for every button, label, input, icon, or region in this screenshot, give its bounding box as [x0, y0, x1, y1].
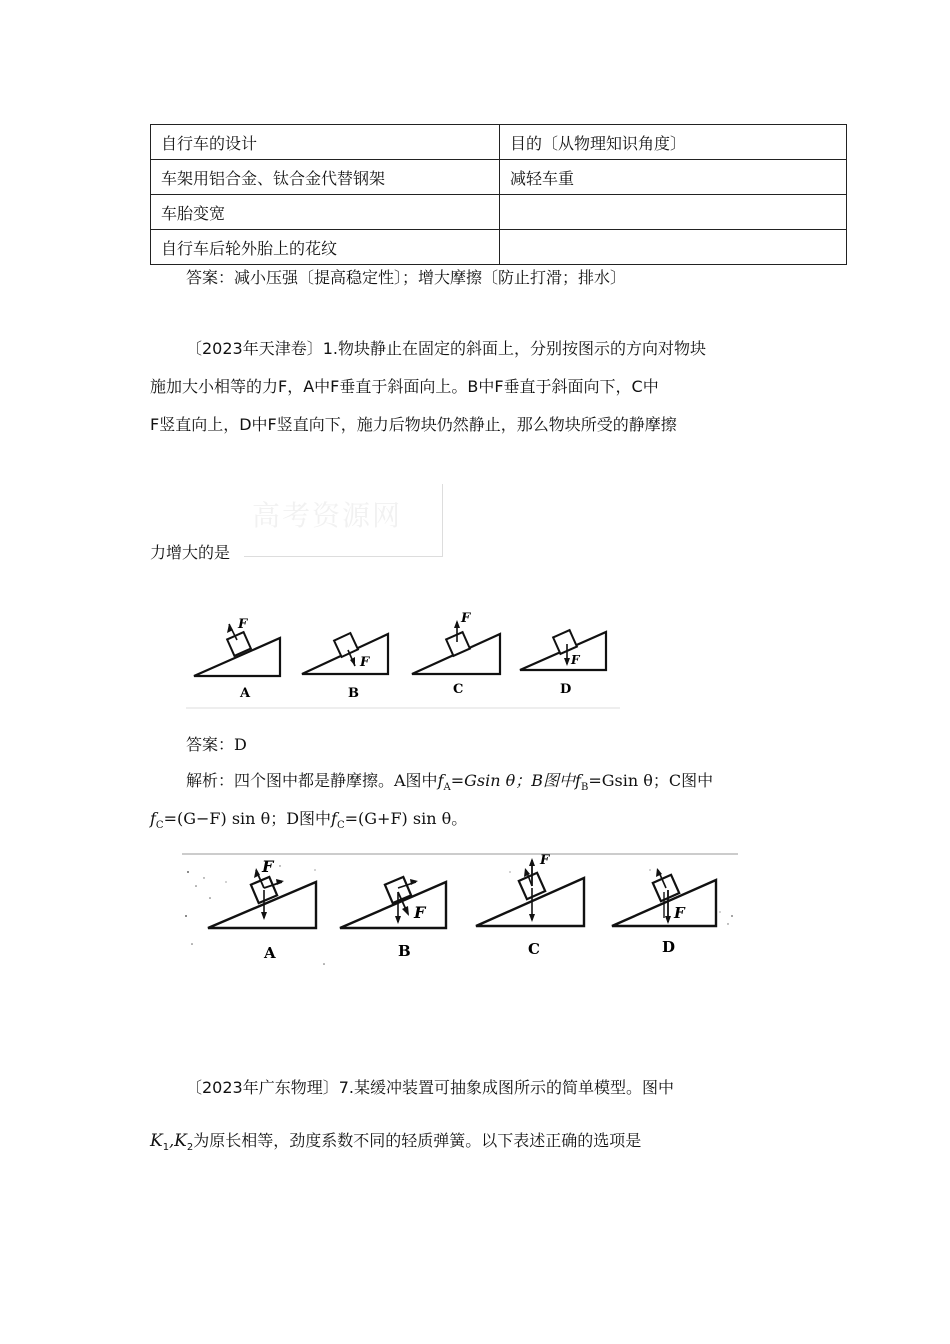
table-cell [500, 230, 847, 265]
incline-c [412, 611, 500, 697]
friction-subscript: C [155, 820, 164, 832]
answer-1: 答案：减小压强〔提高稳定性〕；增大摩擦〔防止打滑；排水〕 [186, 268, 627, 287]
bike-design-table [150, 124, 847, 265]
incline-d-forces [612, 868, 716, 956]
spring-subscript: 1 [162, 1142, 170, 1154]
friction-symbol: f [331, 809, 337, 828]
q3-text: 为原长相等，劲度系数不同的轻质弹簧。以下表述正确的选项是 [193, 1131, 642, 1150]
incline-c-forces [476, 853, 584, 958]
q3-line-1: 〔2023年广东物理〕7.某缓冲装置可抽象成图所示的简单模型。图中 [186, 1078, 674, 1097]
figure-label: B [398, 942, 411, 960]
table-cell: 自行车后轮外胎上的花纹 [151, 230, 500, 265]
q3-line-2 [150, 1130, 641, 1159]
watermark-text: 高考资源网 [252, 499, 403, 532]
table-cell: 目的〔从物理知识角度〕 [500, 125, 847, 160]
friction-subscript: C [336, 820, 345, 832]
spring-subscript: 2 [186, 1142, 194, 1154]
incline-a [194, 617, 280, 701]
q2-line-1: 〔2023年天津卷〕1.物块静止在固定的斜面上，分别按图示的方向对物块 [186, 339, 706, 358]
force-label: F [461, 611, 471, 626]
table-row [151, 230, 847, 265]
spring-separator: , [169, 1131, 175, 1150]
watermark-box [244, 484, 443, 557]
q2-line-4: 力增大的是 [150, 543, 231, 562]
figure-label: D [560, 682, 572, 697]
analysis-lead: 解析：四个图中都是静摩擦。A图中 [186, 771, 438, 790]
friction-expression: =Gsin θ；C图中 [588, 771, 714, 790]
incline-b-forces [340, 877, 446, 960]
figure-label: D [662, 938, 676, 956]
friction-subscript: A [443, 782, 451, 794]
force-label: F [262, 857, 274, 876]
table-cell: 自行车的设计 [151, 125, 500, 160]
table-cell: 车架用铝合金、钛合金代替钢架 [151, 160, 500, 195]
table-cell: 减轻车重 [500, 160, 847, 195]
force-label: F [238, 617, 248, 632]
figure-label: B [348, 686, 359, 701]
figure-label: A [240, 686, 251, 701]
friction-symbol: f [437, 771, 444, 790]
figure-label: C [453, 682, 464, 697]
force-label: F [571, 653, 580, 667]
friction-symbol: f [150, 809, 156, 828]
friction-expression: =(G+F) sin θ。 [344, 809, 468, 828]
table-row [151, 125, 847, 160]
table-row [151, 160, 847, 195]
figure-label: C [528, 940, 540, 958]
incline-figure-2 [180, 852, 740, 970]
analysis-line-2 [150, 808, 467, 837]
incline-a-forces [208, 857, 316, 962]
force-label: F [360, 655, 370, 670]
answer-2: 答案：D [186, 735, 247, 754]
incline-figure-1 [180, 600, 622, 712]
table-cell: 车胎变宽 [151, 195, 500, 230]
q2-line-2: 施加大小相等的力F，A中F垂直于斜面向上。B中F垂直于斜面向下，C中 [150, 377, 659, 396]
incline-d [520, 630, 606, 697]
spring-symbol-k2: K [174, 1131, 187, 1151]
force-label: F [674, 904, 685, 922]
figure-label: A [264, 944, 276, 962]
table-cell [500, 195, 847, 230]
analysis-line-1 [186, 770, 713, 799]
force-label: F [540, 853, 550, 868]
q2-line-3: F竖直向上，D中F竖直向下，施力后物块仍然静止，那么物块所受的静摩擦 [150, 415, 677, 434]
friction-expression: =(G−F) sin θ；D图中 [163, 809, 332, 828]
friction-expression: =Gsin θ；B图中 [450, 771, 576, 790]
friction-subscript: B [580, 782, 589, 794]
force-label: F [414, 903, 426, 922]
spring-symbol-k1: K [150, 1131, 163, 1151]
friction-symbol: f [575, 771, 581, 790]
table-row [151, 195, 847, 230]
incline-b [302, 633, 388, 701]
